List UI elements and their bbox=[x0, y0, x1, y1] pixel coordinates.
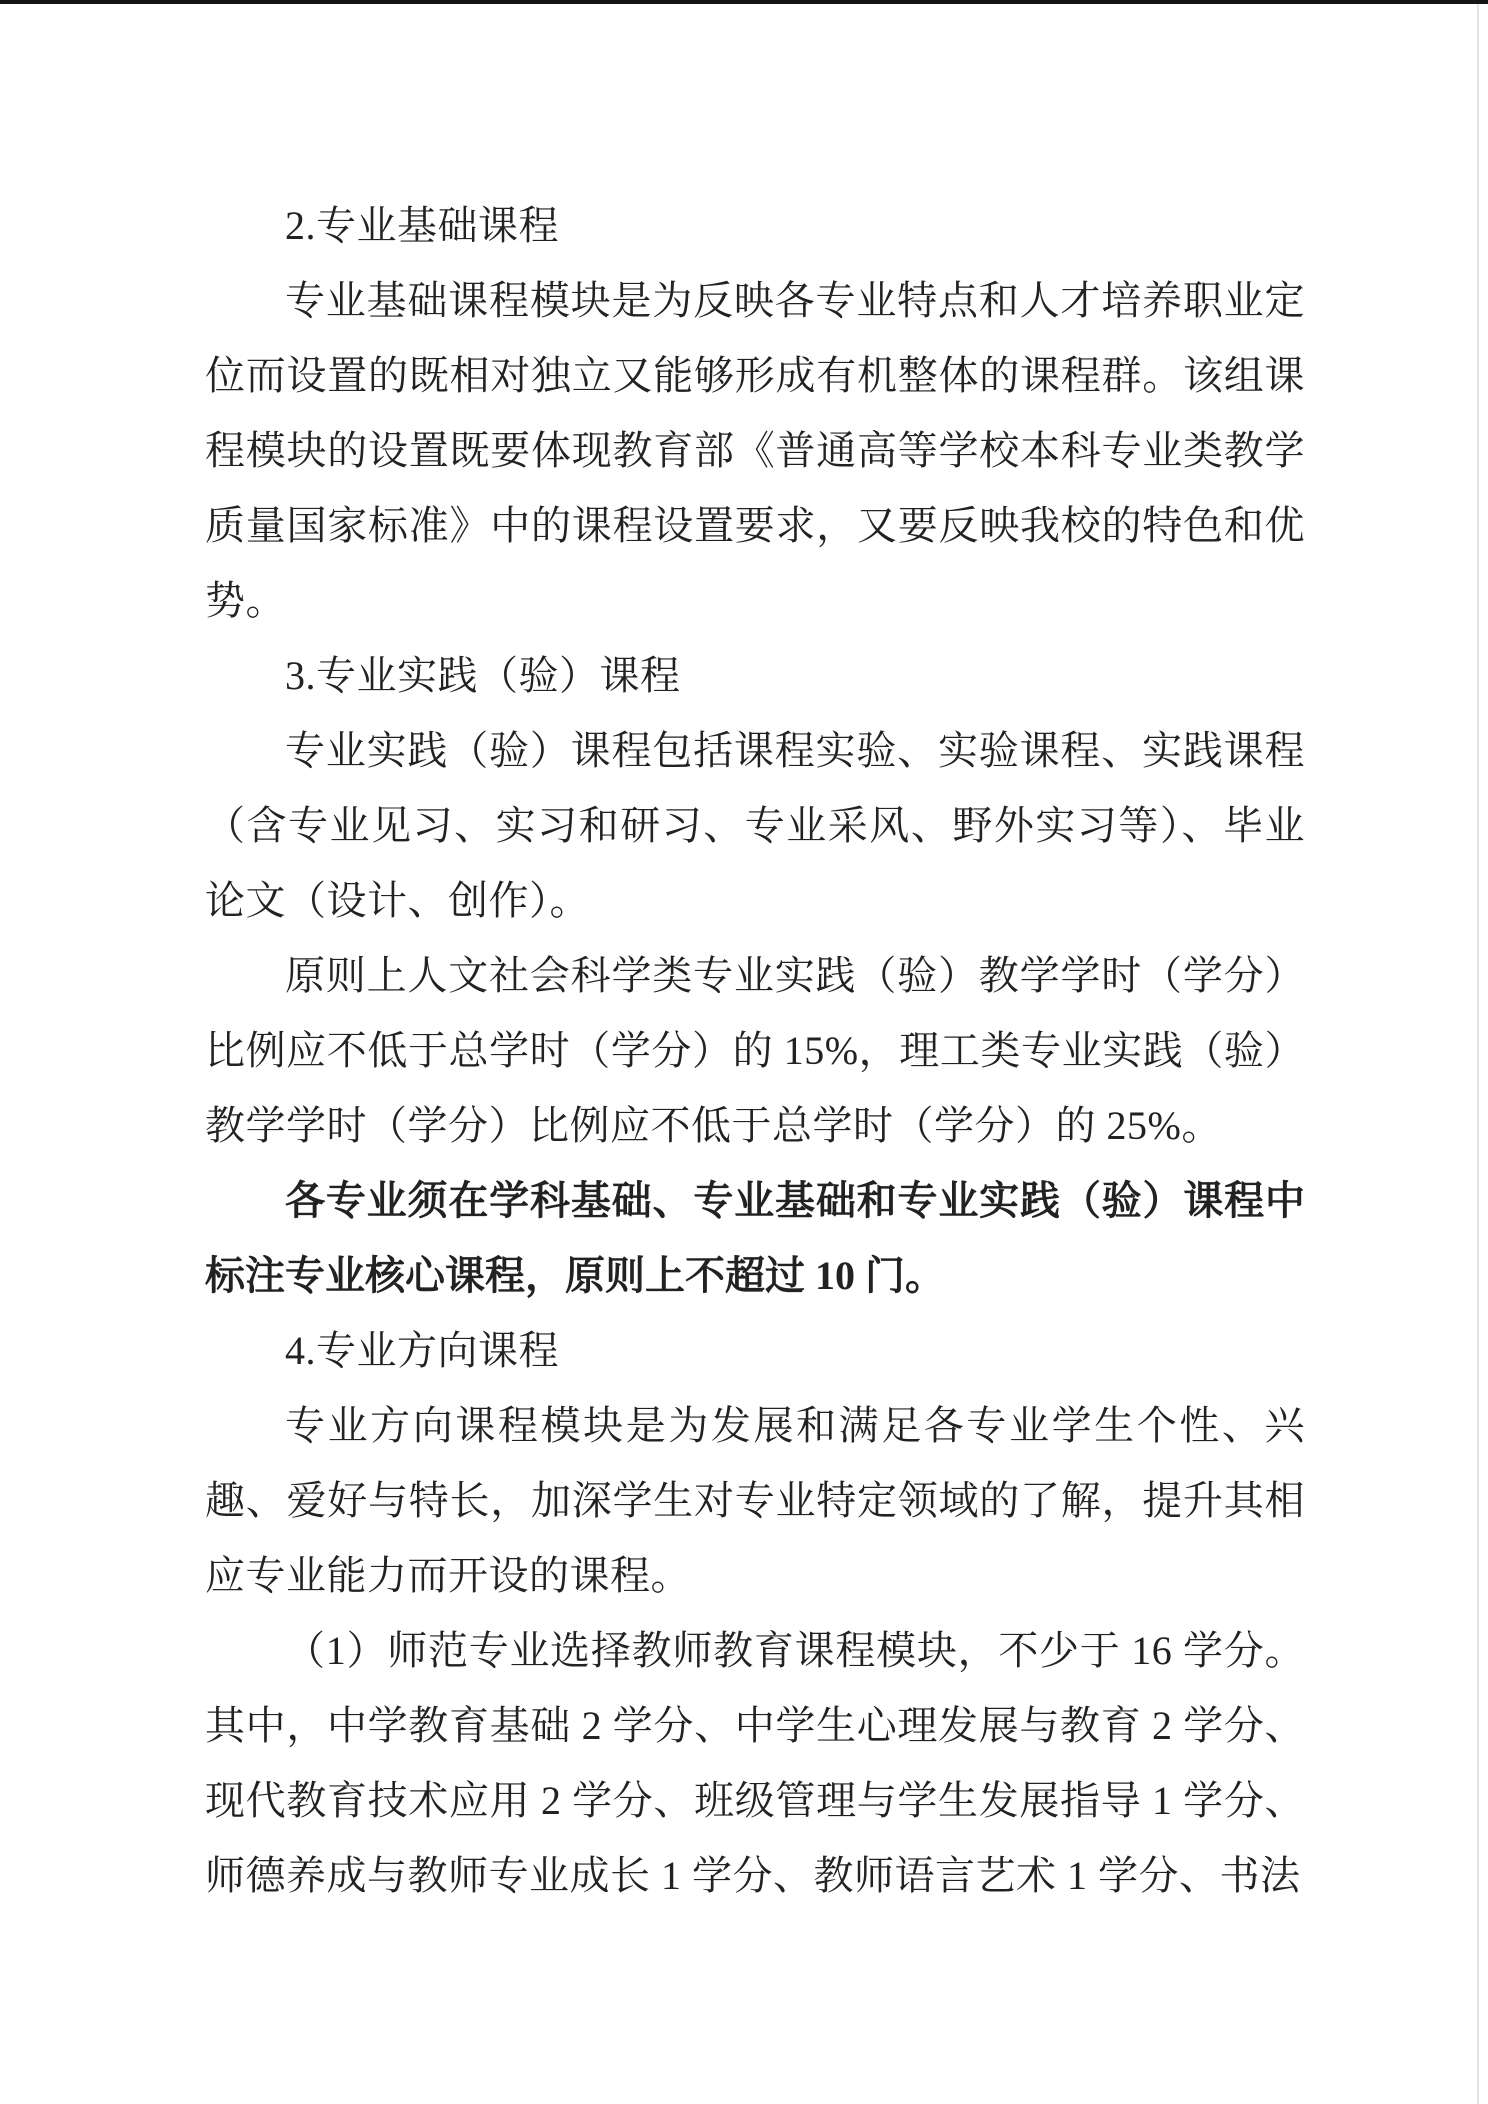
page-right-edge-line bbox=[1477, 4, 1479, 2104]
paragraph-section-3-body-2: 原则上人文社会科学类专业实践（验）教学学时（学分）比例应不低于总学时（学分）的 15%，理工类专业实践（验）教学学时（学分）比例应不低于总学时（学分）的 25%。 bbox=[205, 953, 1305, 1148]
paragraph-section-2-heading: 2.专业基础课程 bbox=[285, 203, 559, 248]
paragraph-section-3-heading: 3.专业实践（验）课程 bbox=[285, 653, 681, 698]
document-body bbox=[205, 188, 1305, 1913]
paragraph-section-4-body: 专业方向课程模块是为发展和满足各专业学生个性、兴趣、爱好与特长，加深学生对专业特定领域的了解，提升其相应专业能力而开设的课程。 bbox=[205, 1403, 1305, 1598]
paragraph-section-4-heading: 4.专业方向课程 bbox=[285, 1328, 559, 1373]
paragraph-core-course-requirement: 各专业须在学科基础、专业基础和专业实践（验）课程中标注专业核心课程，原则上不超过 10 门。 bbox=[205, 1178, 1305, 1298]
paragraph-section-4-item-1: （1）师范专业选择教师教育课程模块，不少于 16 学分。其中，中学教育基础 2 学分、中学生心理发展与教育 2 学分、现代教育技术应用 2 学分、班级管理与学生发展指导 1 学分、师德养成与教师专业成长 1 学分、教师语言艺术 1 学分、书法 bbox=[205, 1628, 1305, 1898]
paragraph-section-2-body: 专业基础课程模块是为反映各专业特点和人才培养职业定位而设置的既相对独立又能够形成有机整体的课程群。该组课程模块的设置既要体现教育部《普通高等学校本科专业类教学质量国家标准》中的课程设置要求，又要反映我校的特色和优势。 bbox=[205, 278, 1305, 623]
scan-top-border bbox=[0, 0, 1488, 4]
paragraph-section-3-body-1: 专业实践（验）课程包括课程实验、实验课程、实践课程（含专业见习、实习和研习、专业采风、野外实习等）、毕业论文（设计、创作）。 bbox=[205, 728, 1305, 923]
